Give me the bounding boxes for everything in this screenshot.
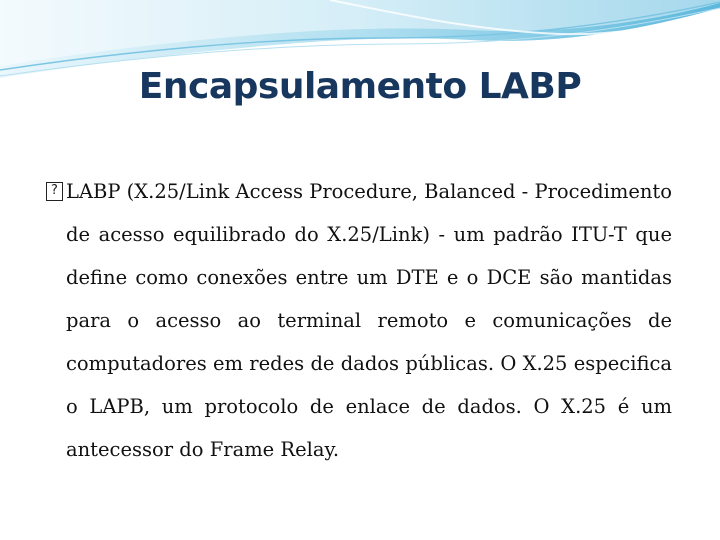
slide-title: Encapsulamento LABP (138, 66, 582, 107)
bullet-icon: ? (46, 182, 63, 201)
slide-body-paragraph: LABP (X.25/Link Access Procedure, Balanced - Procedimento de acesso equilibrado do X.25/Link) - um padrão ITU-T que define como conexões entre um DTE e o DCE são mantidas para o acesso ao terminal remoto e comunicações de computadores em redes de dados públicas. O X.25 especifica o LAPB, um protocolo de enlace de dados. O X.25 é um antecessor do Frame Relay. (66, 180, 672, 461)
